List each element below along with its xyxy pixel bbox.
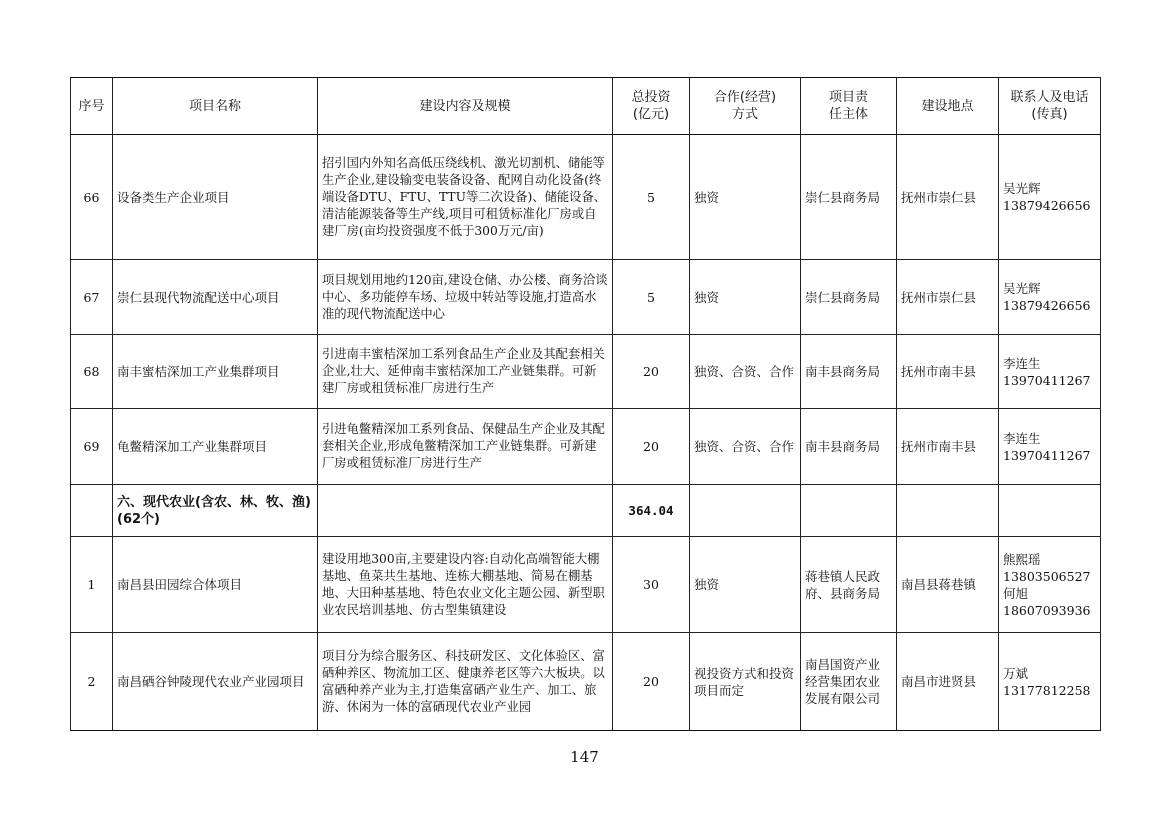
section-owner-empty: [801, 485, 897, 537]
contact-name: 吴光辉: [1003, 181, 1041, 196]
header-contact-line1: 联系人及电话: [1010, 90, 1089, 105]
contact-phone: 13970411267: [1003, 447, 1091, 463]
cell-content: 招引国内外知名高低压绕线机、激光切割机、储能等生产企业,建设输变电装备设备、配网自动化设备(终端设备DTU、FTU、TTU等二次设备)、储能设备、清洁能源装备等生产线,项目可租赁标准化厂房或自建厂房(亩均投资强度不低于300万元/亩): [318, 135, 613, 260]
table-row: [71, 409, 1101, 485]
cell-owner: 蒋巷镇人民政府、县商务局: [801, 537, 897, 633]
cell-contact: [999, 409, 1101, 485]
cell-project-name: 崇仁县现代物流配送中心项目: [113, 260, 318, 335]
cell-contact: [999, 260, 1101, 335]
header-investment: [613, 78, 690, 135]
contact-name: 万斌: [1003, 665, 1029, 681]
cell-location: 抚州市南丰县: [897, 409, 999, 485]
section-contact-empty: [999, 485, 1101, 537]
contact-phone: 13879426656: [1003, 298, 1091, 313]
page-number: 147: [570, 748, 599, 766]
table-header-row: [71, 78, 1101, 135]
cell-no: 2: [71, 633, 113, 731]
cell-no: 1: [71, 537, 113, 633]
cell-investment: 20: [613, 633, 690, 731]
cell-location: 抚州市崇仁县: [897, 135, 999, 260]
header-mode: [690, 78, 801, 135]
cell-content: 项目分为综合服务区、科技研发区、文化体验区、富硒种养区、物流加工区、健康养老区等六大板块。以富硒种养产业为主,打造集富硒产业生产、加工、旅游、休闲为一体的富硒现代农业产业园: [318, 633, 613, 731]
contact-phone: 13177812258: [1003, 682, 1091, 698]
cell-content: 建设用地300亩,主要建设内容:自动化高端智能大棚基地、鱼菜共生基地、连栋大棚基地、简易在棚基地、大田种基基地、特色农业文化主题公园、新型职业农民培训基地、仿古型集镇建设: [318, 537, 613, 633]
cell-project-name: 南昌县田园综合体项目: [113, 537, 318, 633]
header-investment-line1: 总投资: [631, 90, 671, 105]
section-location-empty: [897, 485, 999, 537]
cell-owner: 南丰县商务局: [801, 335, 897, 409]
section-no: [71, 485, 113, 537]
cell-investment: 5: [613, 260, 690, 335]
cell-contact: [999, 633, 1101, 731]
table-row: [71, 633, 1101, 731]
header-no: 序号: [71, 78, 113, 135]
cell-location: 南昌市进贤县: [897, 633, 999, 731]
cell-no: 68: [71, 335, 113, 409]
cell-project-name: 设备类生产企业项目: [113, 135, 318, 260]
header-project-name: 项目名称: [113, 78, 318, 135]
section-content-empty: [318, 485, 613, 537]
header-mode-line2: 方式: [731, 107, 758, 122]
contact-name: 吴光辉: [1003, 281, 1041, 296]
header-owner-line2: 任主体: [828, 107, 868, 122]
header-contact-line2: (传真): [1031, 107, 1068, 122]
contact-phone: 13803506527何旭18607093936: [1003, 568, 1091, 618]
cell-mode: 独资、合资、合作: [690, 335, 801, 409]
cell-location: 南昌县蒋巷镇: [897, 537, 999, 633]
section-total-investment: 364.04: [613, 485, 690, 537]
cell-investment: 5: [613, 135, 690, 260]
cell-content: 引进龟鳖精深加工系列食品、保健品生产企业及其配套相关企业,形成龟鳖精深加工产业链集群。可新建厂房或租赁标准厂房进行生产: [318, 409, 613, 485]
cell-no: 66: [71, 135, 113, 260]
table-row: [71, 135, 1101, 260]
cell-project-name: 龟鳖精深加工产业集群项目: [113, 409, 318, 485]
section-title: 六、现代农业(含农、林、牧、渔)(62个): [113, 485, 318, 537]
header-owner: [801, 78, 897, 135]
table-row: [71, 260, 1101, 335]
cell-contact: [999, 335, 1101, 409]
header-mode-line1: 合作(经营): [713, 90, 777, 105]
header-location: 建设地点: [897, 78, 999, 135]
cell-project-name: 南昌硒谷钟陵现代农业产业园项目: [113, 633, 318, 731]
cell-mode: 独资: [690, 260, 801, 335]
cell-mode: 视投资方式和投资项目而定: [690, 633, 801, 731]
cell-location: 抚州市崇仁县: [897, 260, 999, 335]
section-mode-empty: [690, 485, 801, 537]
cell-contact: [999, 135, 1101, 260]
cell-no: 69: [71, 409, 113, 485]
section-row: [71, 485, 1101, 537]
contact-name: 李连生: [1003, 430, 1041, 446]
contact-phone: 13879426656: [1003, 198, 1091, 213]
cell-location: 抚州市南丰县: [897, 335, 999, 409]
cell-owner: 南昌国资产业经营集团农业发展有限公司: [801, 633, 897, 731]
header-owner-line1: 项目责: [828, 90, 868, 105]
cell-investment: 20: [613, 409, 690, 485]
cell-content: 引进南丰蜜桔深加工系列食品生产企业及其配套相关企业,壮大、延伸南丰蜜桔深加工产业链集群。可新建厂房或租赁标准厂房进行生产: [318, 335, 613, 409]
table-row: [71, 335, 1101, 409]
cell-mode: 独资: [690, 537, 801, 633]
cell-contact: [999, 537, 1101, 633]
cell-content: 项目规划用地约120亩,建设仓储、办公楼、商务洽谈中心、多功能停车场、垃圾中转站等设施,打造高水准的现代物流配送中心: [318, 260, 613, 335]
cell-investment: 30: [613, 537, 690, 633]
contact-name: 李连生: [1003, 355, 1041, 371]
cell-no: 67: [71, 260, 113, 335]
cell-project-name: 南丰蜜桔深加工产业集群项目: [113, 335, 318, 409]
cell-investment: 20: [613, 335, 690, 409]
cell-owner: 南丰县商务局: [801, 409, 897, 485]
cell-owner: 崇仁县商务局: [801, 260, 897, 335]
cell-mode: 独资、合资、合作: [690, 409, 801, 485]
header-content: 建设内容及规模: [318, 78, 613, 135]
cell-mode: 独资: [690, 135, 801, 260]
contact-phone: 13970411267: [1003, 372, 1091, 388]
header-investment-line2: (亿元): [632, 107, 670, 122]
cell-owner: 崇仁县商务局: [801, 135, 897, 260]
contact-name: 熊熙瑶: [1003, 551, 1041, 567]
table-row: [71, 537, 1101, 633]
project-table: [70, 77, 1101, 731]
header-contact: [999, 78, 1101, 135]
